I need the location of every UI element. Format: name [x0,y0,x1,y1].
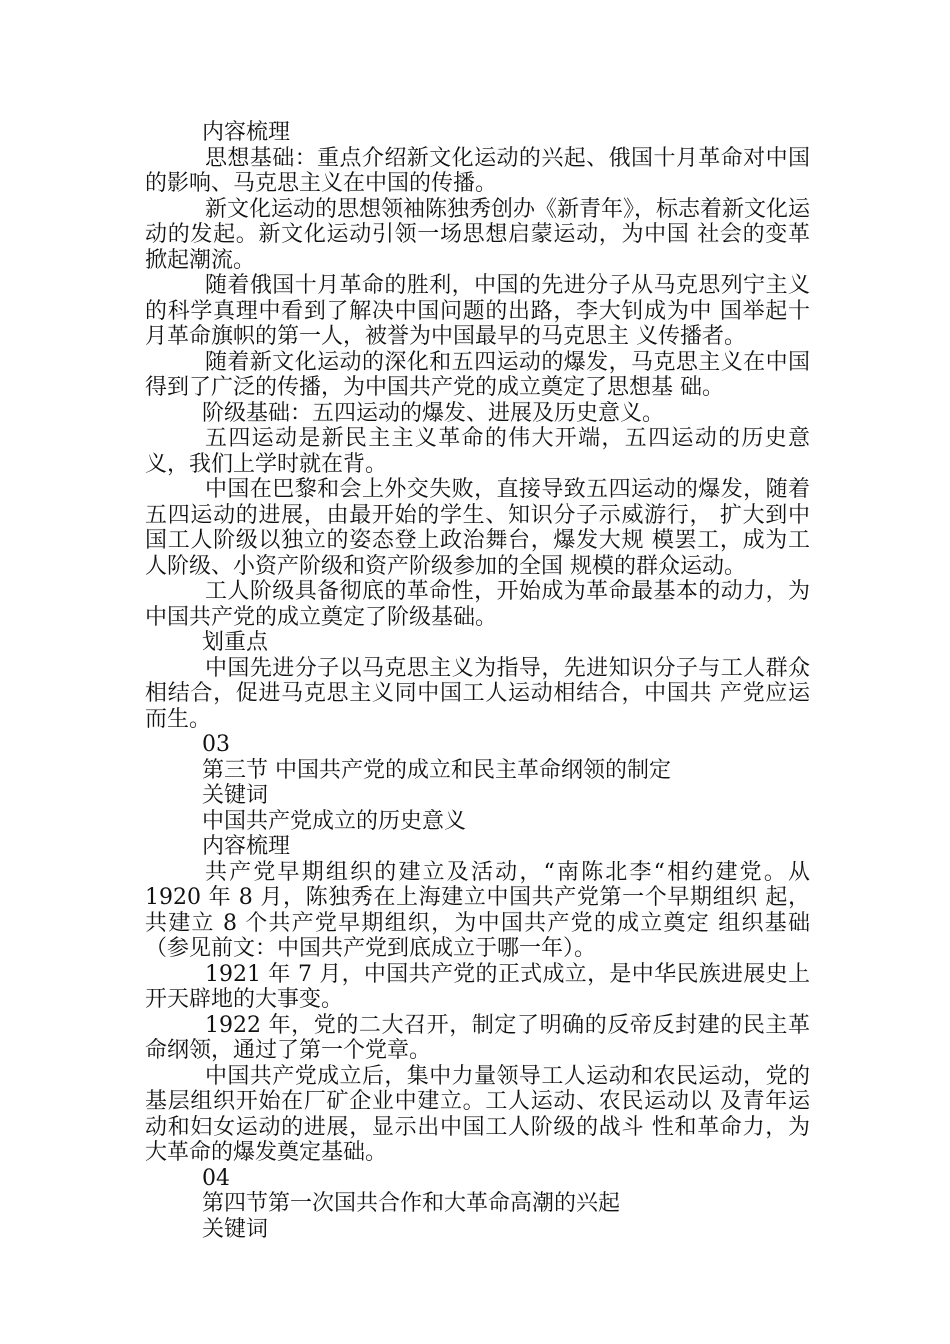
section-label: 内容梳理 [202,834,291,859]
paragraph: 中国共产党成立后，集中力量领导工人运动和农民运动，党的基层组织开始在厂矿企业中建立。工人运动、农民运动以 及青年运动和妇女运动的进展，显示出中国工人阶级的战斗 性和革命力，为大革命的爆发奠定基础。 [145,1063,810,1165]
paragraph: 思想基础：重点介绍新文化运动的兴起、俄国十月革命对中国的影响、马克思主义在中国的传播。 [145,145,810,196]
paragraph: 共产党早期组织的建立及活动，“南陈北李“相约建党。从 1920 年 8 月，陈独秀在上海建立中国共产党第一个早期组织 起，共建立 8 个共产党早期组织，为中国共产党的成立奠定 组织基础（参见前文：中国共产党到底成立于哪一年）。 [145,859,810,961]
paragraph: 五四运动是新民主主义革命的伟大开端，五四运动的历史意义，我们上学时就在背。 [145,426,810,477]
section-label: 内容梳理 [202,120,291,145]
section-heading: 第四节第一次国共合作和大革命高潮的兴起 [202,1191,621,1216]
section-label: 划重点 [202,630,269,655]
paragraph: 工人阶级具备彻底的革命性，开始成为革命最基本的动力，为中国共产党的成立奠定了阶级基础。 [145,579,810,630]
section-number: 04 [202,1165,230,1191]
section-label: 阶级基础：五四运动的爆发、进展及历史意义。 [202,400,665,426]
paragraph: 随着俄国十月革命的胜利，中国的先进分子从马克思列宁主义的科学真理中看到了解决中国问题的出路，李大钊成为中 国举起十月革命旗帜的第一人，被誉为中国最早的马克思主 义传播者。 [145,273,810,349]
paragraph: 新文化运动的思想领袖陈独秀创办《新青年》，标志着新文化运动的发起。新文化运动引领一场思想启蒙运动，为中国 社会的变革掀起潮流。 [145,196,811,273]
section-label: 关键词 [202,1216,269,1242]
paragraph: 中国先进分子以马克思主义为指导，先进知识分子与工人群众相结合，促进马克思主义同中国工人运动相结合，中国共 产党应运而生。 [145,655,810,732]
section-heading: 第三节 中国共产党的成立和民主革命纲领的制定 [202,757,671,783]
paragraph: 1921 年 7 月，中国共产党的正式成立，是中华民族进展史上开天辟地的大事变。 [145,961,810,1012]
section-number: 03 [202,732,230,757]
paragraph: 中国在巴黎和会上外交失败，直接导致五四运动的爆发，随着五四运动的进展，由最开始的学生、知识分子示威游行， 扩大到中国工人阶级以独立的姿态登上政治舞台，爆发大规 模罢工，成为工人阶级、小资产阶级和资产阶级参加的全国 规模的群众运动。 [145,477,810,579]
keyword-text: 中国共产党成立的历史意义 [202,808,467,834]
paragraph: 1922 年，党的二大召开，制定了明确的反帝反封建的民主革命纲领，通过了第一个党章。 [145,1012,810,1063]
document-body [145,120,810,1242]
section-label: 关键词 [202,783,269,808]
paragraph: 随着新文化运动的深化和五四运动的爆发，马克思主义在中国得到了广泛的传播，为中国共产党的成立奠定了思想基 础。 [145,349,810,400]
